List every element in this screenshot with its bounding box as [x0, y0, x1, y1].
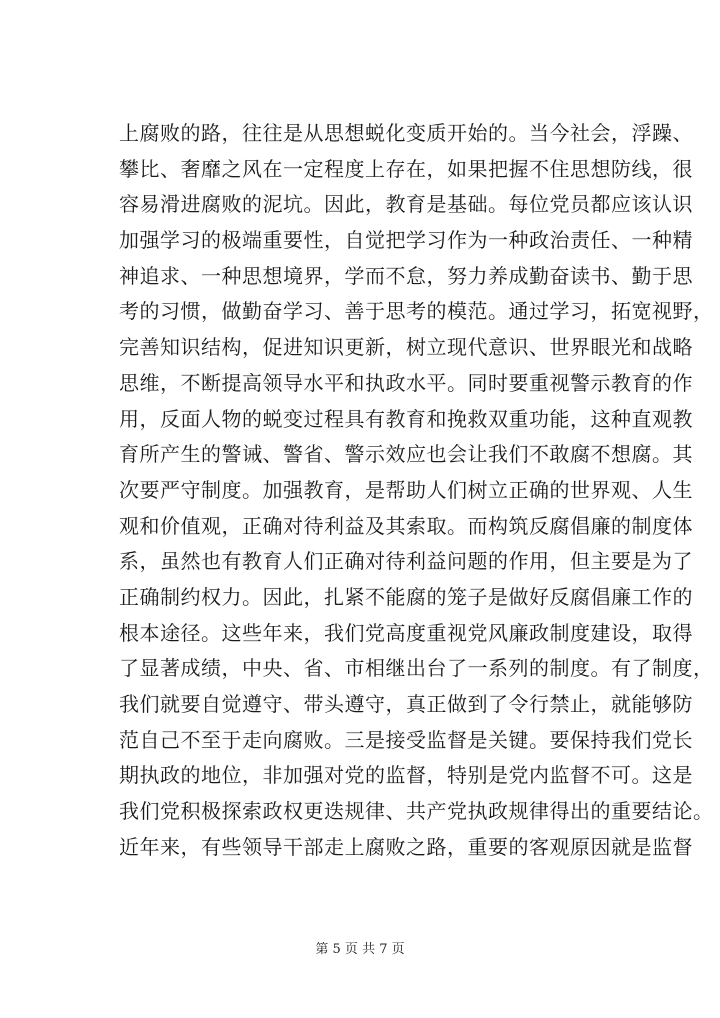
text-line: 育所产生的警诫、警省、警示效应也会让我们不敢腐不想腐。其 [119, 442, 693, 467]
text-line: 加强学习的极端重要性，自觉把学习作为一种政治责任、一种精 [119, 228, 693, 253]
text-line: 期执政的地位，非加强对党的监督，特别是党内监督不可。这是 [119, 763, 693, 788]
text-line: 上腐败的路，往往是从思想蜕化变质开始的。当今社会，浮躁、 [119, 121, 693, 145]
text-line: 神追求、一种思想境界，学而不怠，努力养成勤奋读书、勤于思 [119, 263, 693, 288]
text-line: 了显著成绩，中央、省、市相继出台了一系列的制度。有了制度， [119, 656, 714, 681]
body-text [119, 116, 714, 865]
text-line: 攀比、奢靡之风在一定程度上存在，如果把握不住思想防线，很 [119, 156, 693, 181]
text-line: 观和价值观，正确对待利益及其索取。而构筑反腐倡廉的制度体 [119, 513, 693, 538]
text-line: 系，虽然也有教育人们正确对待利益问题的作用，但主要是为了 [119, 549, 693, 574]
text-line: 根本途径。这些年来，我们党高度重视党风廉政制度建设，取得 [119, 620, 693, 645]
text-line: 思维，不断提高领导水平和执政水平。同时要重视警示教育的作 [119, 370, 693, 395]
text-line: 我们党积极探索政权更迭规律、共产党执政规律得出的重要结论。 [119, 799, 714, 824]
text-line: 我们就要自觉遵守、带头遵守，真正做到了令行禁止，就能够防 [119, 692, 693, 716]
text-line: 次要严守制度。加强教育，是帮助人们树立正确的世界观、人生 [119, 477, 693, 502]
text-line: 完善知识结构，促进知识更新，树立现代意识、世界眼光和战略 [119, 335, 693, 360]
text-line: 正确制约权力。因此，扎紧不能腐的笼子是做好反腐倡廉工作的 [119, 584, 693, 609]
text-line: 考的习惯，做勤奋学习、善于思考的模范。通过学习，拓宽视野， [119, 299, 714, 324]
text-line: 范自己不至于走向腐败。三是接受监督是关键。要保持我们党长 [119, 727, 693, 752]
text-line: 近年来，有些领导干部走上腐败之路，重要的客观原因就是监督 [119, 834, 693, 859]
page-footer: 第 5 页 共 7 页 [315, 942, 405, 957]
text-line: 容易滑进腐败的泥坑。因此，教育是基础。每位党员都应该认识 [119, 192, 693, 217]
text-line: 用，反面人物的蜕变过程具有教育和挽救双重功能，这种直观教 [119, 406, 693, 431]
